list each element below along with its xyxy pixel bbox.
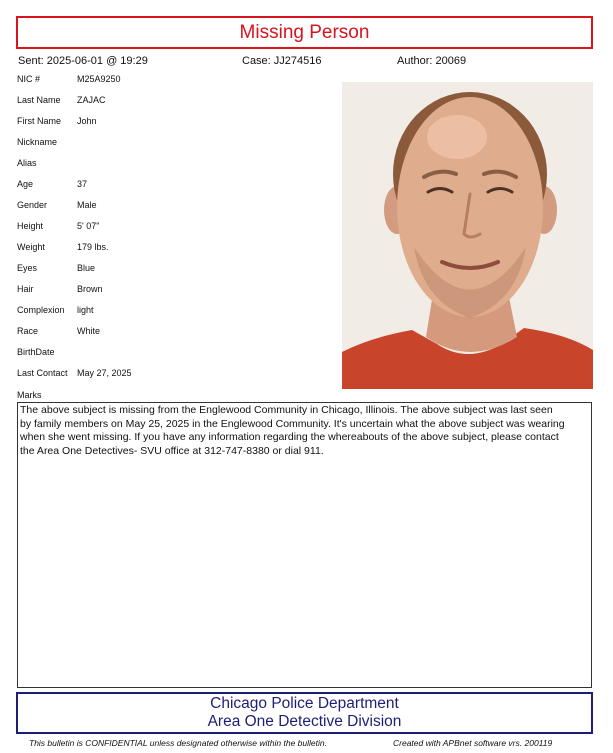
field-value: ZAJAC xyxy=(77,95,106,105)
field-label: Gender xyxy=(17,200,48,210)
subject-portrait xyxy=(342,82,593,389)
marks-label: Marks xyxy=(17,390,42,400)
marks-text: The above subject is missing from the Englewood Community in Chicago, Illinois. The above subject was last seen by family members on May 25, 2025 in the Englewood Community. It's uncertain what the above subject was wearing when she went missing. If you have any information regarding the whereabouts of the above subject, please contact the Area One Detectives- SVU office at 312-747-8380 or dial 911. xyxy=(20,404,565,457)
sent-datetime: Sent: 2025-06-01 @ 19:29 xyxy=(18,55,148,67)
author-id: Author: 20069 xyxy=(397,55,467,67)
department-box xyxy=(16,692,593,734)
marks-box xyxy=(17,402,592,688)
field-label: Height xyxy=(17,221,44,231)
field-value: Blue xyxy=(77,263,96,273)
field-label: Eyes xyxy=(17,263,38,273)
department-name: Chicago Police Department xyxy=(210,695,399,712)
field-value: light xyxy=(77,305,94,315)
field-value: Brown xyxy=(77,284,103,294)
software-credit: Created with APBnet software vrs. 200119 xyxy=(393,738,553,748)
field-label: Complexion xyxy=(17,305,65,315)
field-label: Weight xyxy=(17,242,45,252)
field-value: May 27, 2025 xyxy=(77,368,132,378)
confidential-notice: This bulletin is CONFIDENTIAL unless designated otherwise within the bulletin. xyxy=(29,738,327,748)
field-value: 37 xyxy=(77,179,88,189)
field-label: Alias xyxy=(17,158,37,168)
field-label: Race xyxy=(17,326,39,336)
field-label: Last Name xyxy=(17,95,61,105)
field-value: Male xyxy=(77,200,97,210)
field-label: Nickname xyxy=(17,137,58,147)
division-name: Area One Detective Division xyxy=(207,713,402,730)
field-label: BirthDate xyxy=(17,347,55,357)
field-value: 5' 07" xyxy=(77,221,100,231)
field-value: 179 lbs. xyxy=(77,242,109,252)
field-label: First Name xyxy=(17,116,62,126)
field-value: John xyxy=(77,116,97,126)
bulletin-title: Missing Person xyxy=(239,21,370,43)
field-label: Age xyxy=(17,179,34,189)
field-value: White xyxy=(77,326,101,336)
field-label: Hair xyxy=(17,284,34,294)
field-label: NIC # xyxy=(17,74,41,84)
field-value: M25A9250 xyxy=(77,74,121,84)
bulletin-title-box xyxy=(16,16,593,49)
subject-photo xyxy=(342,82,593,389)
bulletin-meta-row xyxy=(18,55,593,69)
footer xyxy=(0,738,613,750)
field-label: Last Contact xyxy=(17,368,68,378)
case-number: Case: JJ274516 xyxy=(242,55,322,67)
